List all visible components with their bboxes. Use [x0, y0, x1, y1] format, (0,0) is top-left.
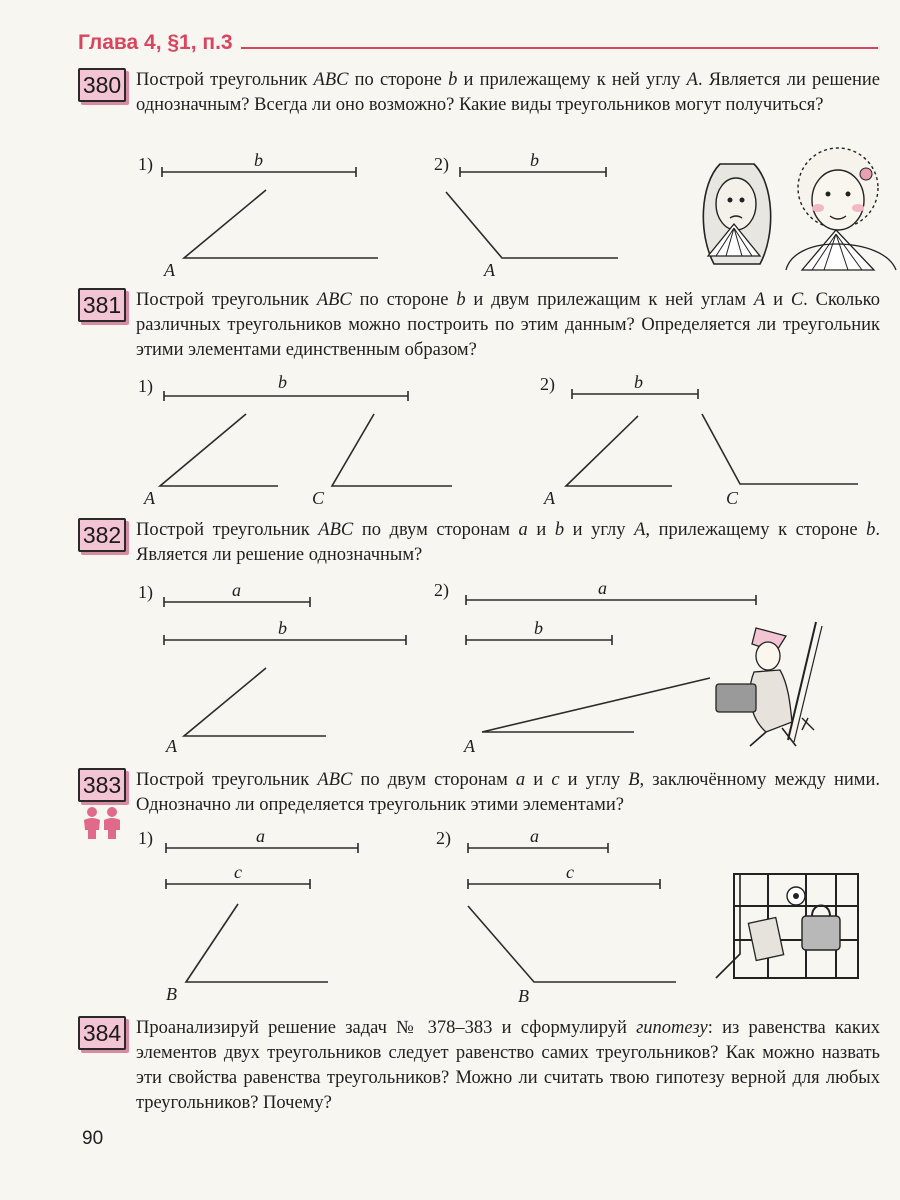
- task-383: [78, 768, 880, 1014]
- pair-work-icon: [80, 806, 126, 840]
- angle-a: [184, 668, 326, 736]
- segment-label: b: [530, 150, 539, 170]
- variant-label: 2): [434, 580, 449, 600]
- ladies-with-fans-illustration: [703, 148, 896, 270]
- task-383-figures: [78, 768, 880, 1014]
- angle-b: [468, 906, 676, 982]
- vertex-label: A: [484, 260, 495, 280]
- variant-label: 1): [138, 154, 153, 174]
- angle-b: [186, 904, 328, 982]
- task-number: 380: [78, 68, 126, 102]
- task-384: [78, 1016, 880, 1126]
- task-number: 383: [78, 768, 126, 802]
- task-number: 382: [78, 518, 126, 552]
- vertex-label: A: [164, 260, 175, 280]
- vertex-label: B: [166, 984, 177, 1004]
- vertex-label: A: [544, 488, 555, 508]
- task-381: [78, 288, 880, 510]
- page-number: 90: [82, 1128, 104, 1149]
- task-382-figures: [78, 518, 880, 758]
- segment-label: b: [278, 618, 287, 638]
- segment-label: c: [234, 862, 242, 882]
- angle-a: [184, 190, 378, 258]
- task-number: 384: [78, 1016, 126, 1050]
- angle-a: [160, 414, 278, 486]
- angle-a: [482, 678, 710, 732]
- segment-label: a: [530, 826, 539, 846]
- vertex-label: A: [166, 736, 177, 756]
- running-teacher-illustration: [716, 622, 822, 746]
- task-380-figures: [78, 68, 880, 278]
- angle-a: [446, 192, 618, 258]
- angle-c: [332, 414, 452, 486]
- locked-cage-illustration: [716, 874, 858, 978]
- vertex-label: C: [312, 488, 325, 508]
- task-text: Построй треугольник ABC по стороне b и двум прилежащим к ней углам A и C. Сколько различных треугольников можно построить по этим данным? Определяется ли треугольник этими элементами единственным образом?: [136, 290, 880, 360]
- angle-c: [702, 414, 858, 484]
- variant-label: 2): [540, 374, 555, 394]
- chapter-header: [78, 28, 878, 58]
- segment-label: b: [278, 372, 287, 392]
- chapter-title: Глава 4, §1, п.3: [78, 31, 233, 54]
- vertex-label: A: [144, 488, 155, 508]
- variant-label: 1): [138, 376, 153, 396]
- variant-label: 2): [434, 154, 449, 174]
- variant-label: 1): [138, 828, 153, 848]
- task-text: Построй треугольник ABC по двум сторонам a и c и углу B, заключённому между ними. Однозначно ли определяется треугольник этими элементами?: [136, 770, 880, 815]
- task-382: [78, 518, 880, 758]
- segment-label: c: [566, 862, 574, 882]
- task-381-figures: [78, 288, 880, 510]
- segment-label: a: [232, 580, 241, 600]
- task-text: Построй треугольник ABC по двум сторонам a и b и углу A, прилежащему к стороне b. Является ли решение однозначным?: [136, 520, 880, 565]
- variant-label: 2): [436, 828, 451, 848]
- segment-label: b: [634, 372, 643, 392]
- segment-label: b: [534, 618, 543, 638]
- variant-label: 1): [138, 582, 153, 602]
- task-text: Построй треугольник ABC по стороне b и прилежащему к ней углу A. Является ли решение однозначным? Всегда ли оно возможно? Какие виды треугольников могут получиться?: [136, 70, 880, 115]
- task-text: Проанализируй решение задач № 378–383 и сформулируй гипотезу: из равенства каких элементов двух треугольников следует равенство самих треугольников? Как можно назвать эти свойства равенства треугольников? Можно ли считать твою гипотезу верной для любых треугольников? Почему?: [136, 1018, 881, 1113]
- segment-label: a: [598, 578, 607, 598]
- task-380: [78, 68, 880, 278]
- segment-label: a: [256, 826, 265, 846]
- angle-a: [566, 416, 672, 486]
- vertex-label: A: [464, 736, 475, 756]
- vertex-label: B: [518, 986, 529, 1006]
- segment-label: b: [254, 150, 263, 170]
- task-number: 381: [78, 288, 126, 322]
- vertex-label: C: [726, 488, 739, 508]
- header-rule: [241, 47, 878, 49]
